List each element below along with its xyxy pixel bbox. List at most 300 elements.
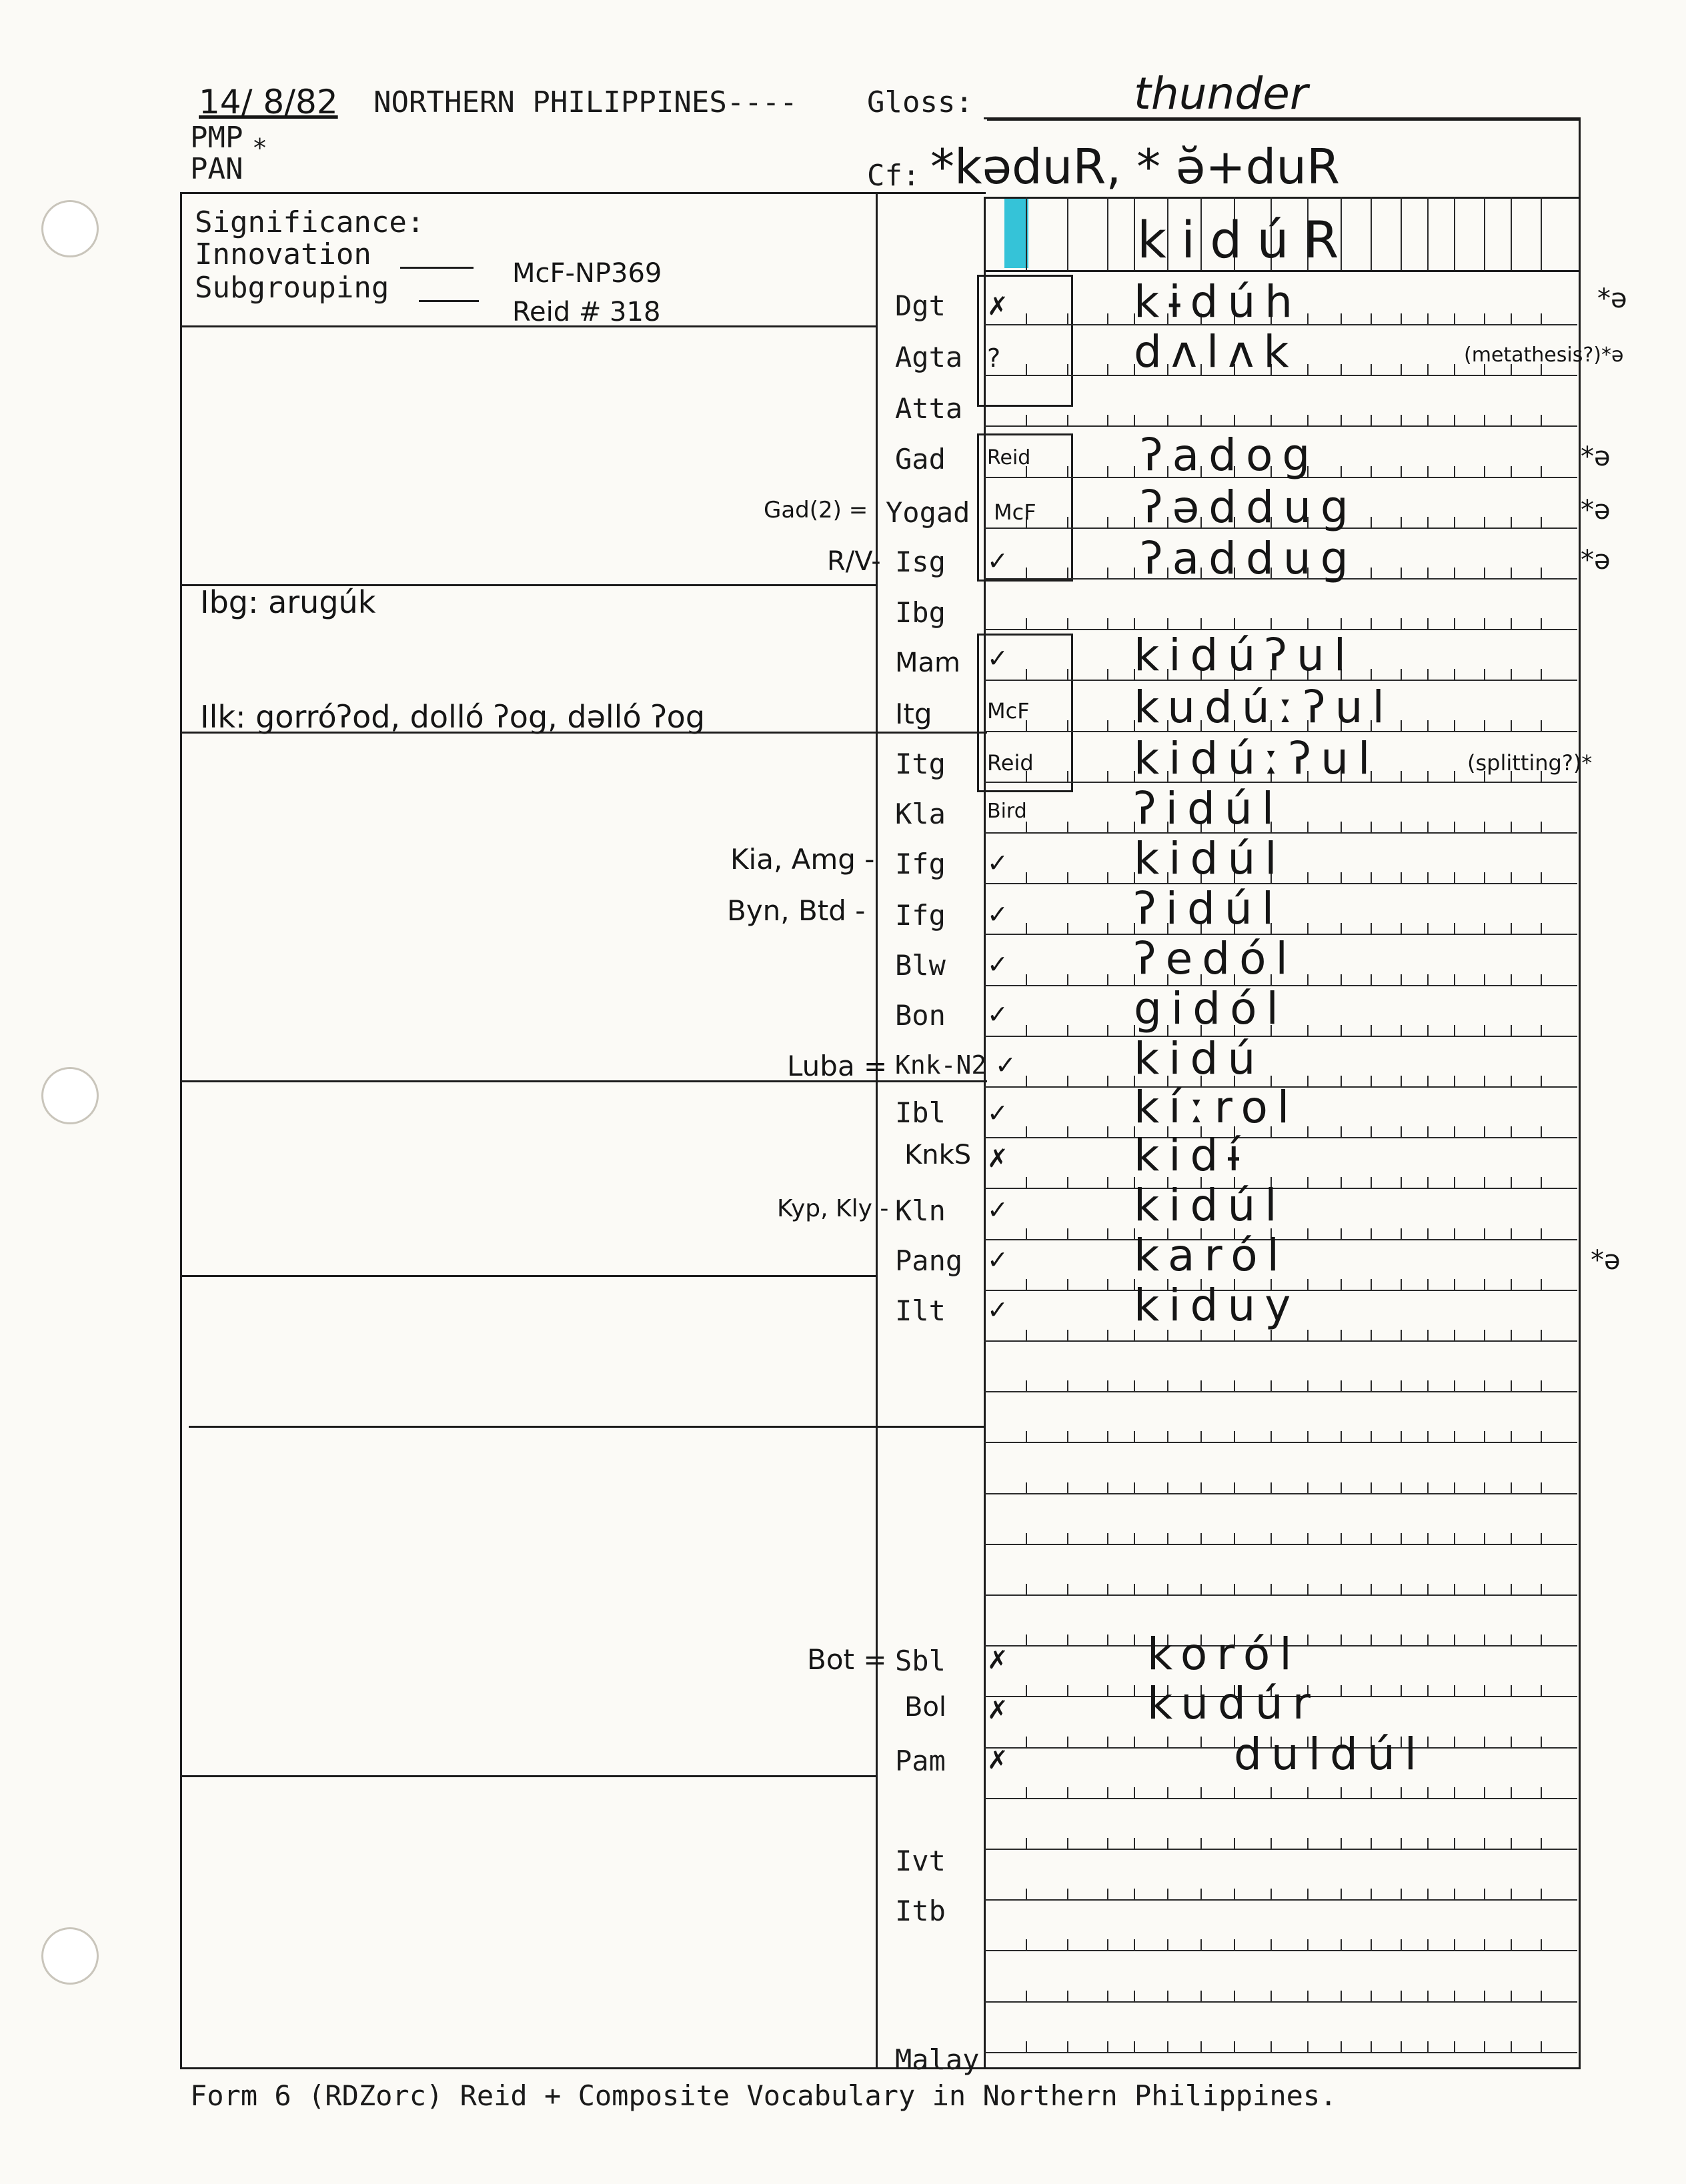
ruled-tick bbox=[1341, 1889, 1342, 1899]
ruled-tick bbox=[1067, 974, 1068, 985]
ruled-tick bbox=[1341, 923, 1342, 934]
header-cell-line bbox=[1541, 197, 1542, 270]
ruled-tick bbox=[1401, 1330, 1402, 1340]
ruled-tick bbox=[1401, 1685, 1402, 1696]
ruled-tick bbox=[1026, 1126, 1027, 1137]
ruled-tick bbox=[1200, 1787, 1202, 1798]
header-cell-line bbox=[1026, 197, 1027, 270]
header-cell-line bbox=[1401, 197, 1402, 270]
header-cell-line bbox=[1511, 197, 1512, 270]
status-mark: ✗ bbox=[987, 1645, 1008, 1675]
ruled-tick bbox=[1067, 872, 1068, 883]
ruled-tick bbox=[1200, 1939, 1202, 1950]
ruled-tick bbox=[1026, 872, 1027, 883]
ruled-tick bbox=[1371, 1838, 1372, 1849]
ruled-tick bbox=[1511, 669, 1512, 680]
reconstruction-form: kidúR bbox=[1137, 210, 1354, 269]
language-form: ʔidúl bbox=[1134, 783, 1284, 834]
ruled-tick bbox=[1541, 517, 1542, 527]
cf-label: Cf: bbox=[867, 159, 920, 193]
ruled-tick bbox=[1484, 974, 1485, 985]
ruled-tick bbox=[1484, 872, 1485, 883]
ruled-tick bbox=[1371, 1177, 1372, 1188]
ruled-tick bbox=[1454, 618, 1455, 629]
ruled-tick bbox=[1026, 364, 1027, 375]
frame-left-top bbox=[180, 192, 986, 194]
ruled-tick bbox=[1371, 1279, 1372, 1290]
ruled-tick bbox=[1067, 1787, 1068, 1798]
ruled-tick bbox=[1454, 568, 1455, 578]
language-label: Ifg bbox=[895, 848, 946, 880]
ruled-tick bbox=[1541, 1228, 1542, 1239]
ruled-tick bbox=[1307, 822, 1309, 832]
ruled-tick bbox=[1401, 1126, 1402, 1137]
ruled-tick bbox=[1511, 1126, 1512, 1137]
ruled-tick bbox=[1511, 1787, 1512, 1798]
ruled-tick bbox=[1511, 2041, 1512, 2052]
ruled-tick bbox=[1341, 2041, 1342, 2052]
ruled-tick bbox=[1234, 415, 1235, 425]
pmp-asterisk: * bbox=[252, 133, 267, 163]
ruled-tick bbox=[1307, 1889, 1309, 1899]
binder-hole-top bbox=[41, 200, 99, 257]
section-divider bbox=[180, 1775, 876, 1777]
ruled-tick bbox=[1234, 2041, 1235, 2052]
ruled-tick bbox=[1484, 1533, 1485, 1544]
status-mark: Bird bbox=[987, 800, 1027, 823]
ruled-tick bbox=[1341, 822, 1342, 832]
ruled-tick bbox=[1401, 466, 1402, 477]
ruled-tick bbox=[1307, 1482, 1309, 1493]
ruled-tick bbox=[1401, 1991, 1402, 2001]
ruled-tick bbox=[1271, 1787, 1272, 1798]
ruled-tick bbox=[1067, 720, 1068, 731]
ruled-tick bbox=[1541, 923, 1542, 934]
gloss-value: thunder bbox=[1134, 68, 1309, 119]
status-mark: ? bbox=[987, 343, 1001, 373]
ruled-tick bbox=[1107, 1482, 1108, 1493]
ruled-tick bbox=[1200, 1889, 1202, 1899]
ruled-tick bbox=[1541, 1076, 1542, 1086]
ruled-tick bbox=[1067, 1533, 1068, 1544]
ruled-tick bbox=[1307, 1330, 1309, 1340]
ruled-tick bbox=[1454, 1838, 1455, 1849]
ruled-tick bbox=[1107, 1177, 1108, 1188]
ruled-tick bbox=[1371, 1939, 1372, 1950]
ruled-tick bbox=[1454, 974, 1455, 985]
ruled-tick bbox=[1067, 1177, 1068, 1188]
ruled-tick bbox=[1307, 415, 1309, 425]
ruled-tick bbox=[1454, 1584, 1455, 1594]
ruled-tick bbox=[1107, 1431, 1108, 1442]
ruled-tick bbox=[1511, 1076, 1512, 1086]
ruled-tick bbox=[1067, 517, 1068, 527]
ruled-tick bbox=[1371, 1126, 1372, 1137]
ruled-tick bbox=[1200, 618, 1202, 629]
ruled-tick bbox=[1026, 1025, 1027, 1036]
ruled-tick bbox=[1271, 618, 1272, 629]
ruled-tick bbox=[1427, 313, 1429, 324]
ruled-tick bbox=[1371, 1330, 1372, 1340]
ruled-tick bbox=[1134, 1584, 1135, 1594]
pmp-label: PMP bbox=[190, 121, 243, 155]
ruled-tick bbox=[1427, 1330, 1429, 1340]
language-label: Kla bbox=[895, 798, 946, 830]
ruled-tick bbox=[1026, 313, 1027, 324]
language-label: Isg bbox=[895, 545, 946, 578]
ruled-tick bbox=[1067, 1737, 1068, 1747]
ruled-tick bbox=[1484, 720, 1485, 731]
ruled-tick bbox=[1067, 415, 1068, 425]
ruled-tick bbox=[1427, 1380, 1429, 1391]
ruled-tick bbox=[1107, 1838, 1108, 1849]
ruled-tick bbox=[1026, 1787, 1027, 1798]
header-cell-line bbox=[1134, 197, 1135, 270]
ruled-tick bbox=[1341, 1482, 1342, 1493]
status-mark: ✗ bbox=[987, 1695, 1008, 1725]
ruled-tick bbox=[1484, 568, 1485, 578]
ruled-tick bbox=[1541, 1533, 1542, 1544]
ruled-tick bbox=[1484, 313, 1485, 324]
ruled-tick bbox=[1454, 669, 1455, 680]
ruled-tick bbox=[1484, 1889, 1485, 1899]
note-mark: (splitting?)* bbox=[1467, 750, 1593, 776]
ruled-tick bbox=[1107, 1939, 1108, 1950]
ruled-line bbox=[984, 1544, 1577, 1545]
ruled-tick bbox=[1484, 517, 1485, 527]
ruled-tick bbox=[1341, 1279, 1342, 1290]
ruled-tick bbox=[1427, 771, 1429, 782]
ruled-tick bbox=[1271, 2041, 1272, 2052]
ruled-tick bbox=[1427, 669, 1429, 680]
status-mark: ✓ bbox=[987, 1098, 1008, 1128]
ruled-tick bbox=[1341, 1634, 1342, 1645]
ruled-tick bbox=[1541, 822, 1542, 832]
header-cell-line bbox=[1067, 197, 1068, 270]
status-mark: ✓ bbox=[987, 1295, 1008, 1324]
ruled-tick bbox=[1107, 669, 1108, 680]
ruled-tick bbox=[1454, 2041, 1455, 2052]
ruled-tick bbox=[1511, 1431, 1512, 1442]
ruled-tick bbox=[1401, 720, 1402, 731]
ruled-tick bbox=[1341, 1787, 1342, 1798]
ruled-tick bbox=[1234, 1939, 1235, 1950]
ruled-tick bbox=[1107, 1380, 1108, 1391]
ruled-line bbox=[984, 1036, 1577, 1037]
innovation-label: Innovation bbox=[195, 237, 371, 271]
ruled-tick bbox=[1371, 1431, 1372, 1442]
ruled-tick bbox=[1427, 1177, 1429, 1188]
ruled-tick bbox=[1454, 1533, 1455, 1544]
ruled-tick bbox=[1454, 771, 1455, 782]
ruled-tick bbox=[1107, 1584, 1108, 1594]
binder-hole-middle bbox=[41, 1067, 99, 1124]
ruled-tick bbox=[1454, 923, 1455, 934]
ruled-tick bbox=[1401, 872, 1402, 883]
ruled-tick bbox=[1167, 1991, 1168, 2001]
language-label: Pang bbox=[895, 1244, 963, 1277]
ruled-tick bbox=[1107, 1787, 1108, 1798]
ruled-tick bbox=[1271, 1330, 1272, 1340]
ruled-tick bbox=[1541, 1634, 1542, 1645]
ruled-tick bbox=[1026, 568, 1027, 578]
language-form: kudúːʔul bbox=[1134, 682, 1394, 733]
language-label: Gad bbox=[895, 443, 946, 475]
ruled-tick bbox=[1371, 313, 1372, 324]
ruled-tick bbox=[1427, 1533, 1429, 1544]
cf-value: *kəduR, * ə̆+duR bbox=[930, 139, 1341, 195]
ruled-tick bbox=[1234, 1991, 1235, 2001]
ruled-tick bbox=[1454, 313, 1455, 324]
ruled-tick bbox=[1484, 466, 1485, 477]
ruled-tick bbox=[1307, 313, 1309, 324]
ruled-tick bbox=[1541, 1991, 1542, 2001]
ruled-tick bbox=[1107, 415, 1108, 425]
ruled-tick bbox=[1401, 1838, 1402, 1849]
ruled-tick bbox=[1454, 466, 1455, 477]
ruled-tick bbox=[1401, 923, 1402, 934]
ruled-tick bbox=[1511, 720, 1512, 731]
ruled-tick bbox=[1371, 364, 1372, 375]
ruled-tick bbox=[1511, 1737, 1512, 1747]
ruled-tick bbox=[1026, 618, 1027, 629]
ruled-tick bbox=[1307, 1787, 1309, 1798]
ruled-tick bbox=[1511, 1025, 1512, 1036]
ruled-tick bbox=[1134, 466, 1135, 477]
form-footer: Form 6 (RDZorc) Reid + Composite Vocabulary in Northern Philippines. bbox=[190, 2079, 1337, 2112]
ruled-tick bbox=[1167, 1584, 1168, 1594]
ruled-tick bbox=[1541, 1685, 1542, 1696]
ruled-tick bbox=[1341, 1584, 1342, 1594]
ruled-tick bbox=[1067, 1939, 1068, 1950]
status-mark: Reid bbox=[987, 750, 1034, 776]
ruled-tick bbox=[1107, 1279, 1108, 1290]
ruled-tick bbox=[1401, 1482, 1402, 1493]
language-form: dʌlʌk bbox=[1134, 326, 1299, 377]
frame-bottom bbox=[180, 2067, 1581, 2069]
ruled-tick bbox=[1401, 1584, 1402, 1594]
ruled-tick bbox=[1307, 1279, 1309, 1290]
ruled-tick bbox=[1401, 517, 1402, 527]
ruled-tick bbox=[1134, 1330, 1135, 1340]
ruled-tick bbox=[1541, 1279, 1542, 1290]
language-form: gidól bbox=[1134, 983, 1288, 1034]
ruled-tick bbox=[1341, 1025, 1342, 1036]
ruled-tick bbox=[1541, 1177, 1542, 1188]
ruled-tick bbox=[1401, 1939, 1402, 1950]
ruled-tick bbox=[1401, 1380, 1402, 1391]
status-mark: ✓ bbox=[987, 546, 1008, 576]
alias-prefix: R/V- bbox=[827, 546, 881, 577]
ruled-tick bbox=[1511, 822, 1512, 832]
ruled-tick bbox=[1454, 872, 1455, 883]
ruled-tick bbox=[1341, 415, 1342, 425]
ruled-tick bbox=[1307, 1431, 1309, 1442]
status-mark: ✗ bbox=[987, 1144, 1008, 1173]
ruled-tick bbox=[1371, 1025, 1372, 1036]
ruled-tick bbox=[1484, 1279, 1485, 1290]
ruled-line bbox=[984, 1442, 1577, 1443]
ruled-tick bbox=[1167, 2041, 1168, 2052]
ruled-tick bbox=[1341, 364, 1342, 375]
ruled-tick bbox=[1134, 1431, 1135, 1442]
ruled-tick bbox=[1067, 618, 1068, 629]
language-label: Agta bbox=[895, 341, 963, 373]
ruled-tick bbox=[1427, 1025, 1429, 1036]
ruled-tick bbox=[1427, 1889, 1429, 1899]
ruled-tick bbox=[1107, 313, 1108, 324]
alias-prefix: Kia, Amg - bbox=[730, 843, 875, 876]
language-form: duldúl bbox=[1234, 1729, 1427, 1780]
alias-prefix: Byn, Btd - bbox=[727, 894, 866, 927]
ruled-tick bbox=[1427, 923, 1429, 934]
ruled-tick bbox=[1454, 720, 1455, 731]
ruled-tick bbox=[1484, 1787, 1485, 1798]
ruled-tick bbox=[1134, 568, 1135, 578]
ruled-tick bbox=[1026, 1737, 1027, 1747]
ruled-tick bbox=[1454, 1939, 1455, 1950]
ruled-tick bbox=[1107, 974, 1108, 985]
ruled-tick bbox=[1167, 618, 1168, 629]
ruled-tick bbox=[1371, 1787, 1372, 1798]
ruled-tick bbox=[1427, 720, 1429, 731]
binder-hole-bottom bbox=[41, 1927, 99, 1985]
language-label: Yogad bbox=[886, 496, 970, 529]
ruled-tick bbox=[1167, 1889, 1168, 1899]
ruled-tick bbox=[1026, 1380, 1027, 1391]
ruled-tick bbox=[1427, 872, 1429, 883]
ruled-tick bbox=[1234, 1787, 1235, 1798]
alias-prefix: Kyp, Kly - bbox=[777, 1195, 889, 1222]
ruled-tick bbox=[1427, 1634, 1429, 1645]
ruled-tick bbox=[1067, 1330, 1068, 1340]
ruled-tick bbox=[1067, 771, 1068, 782]
ruled-tick bbox=[1107, 1685, 1108, 1696]
language-form: kíːrol bbox=[1134, 1082, 1299, 1133]
ruled-tick bbox=[1134, 1533, 1135, 1544]
ruled-tick bbox=[1427, 1228, 1429, 1239]
ruled-tick bbox=[1341, 1380, 1342, 1391]
ruled-tick bbox=[1067, 313, 1068, 324]
ruled-tick bbox=[1134, 2041, 1135, 2052]
ruled-tick bbox=[1271, 1939, 1272, 1950]
ruled-tick bbox=[1271, 1482, 1272, 1493]
alias-prefix: Bot = bbox=[807, 1643, 887, 1676]
ruled-tick bbox=[1107, 822, 1108, 832]
ruled-tick bbox=[1401, 1025, 1402, 1036]
language-label: Bol bbox=[904, 1692, 947, 1723]
ruled-tick bbox=[1234, 1889, 1235, 1899]
ruled-tick bbox=[1271, 1991, 1272, 2001]
language-form: koról bbox=[1147, 1628, 1301, 1680]
ruled-tick bbox=[1541, 1584, 1542, 1594]
ruled-tick bbox=[1511, 1634, 1512, 1645]
status-mark: McF bbox=[994, 499, 1036, 525]
ruled-tick bbox=[1541, 2041, 1542, 2052]
status-mark: ✓ bbox=[987, 1000, 1008, 1029]
ruled-tick bbox=[1454, 1177, 1455, 1188]
highlight-marker bbox=[1004, 199, 1028, 268]
ruled-tick bbox=[1067, 1431, 1068, 1442]
ruled-tick bbox=[1067, 1482, 1068, 1493]
ruled-tick bbox=[1271, 1838, 1272, 1849]
ruled-tick bbox=[1401, 1889, 1402, 1899]
frame-top-right bbox=[984, 117, 1581, 119]
ruled-tick bbox=[1271, 415, 1272, 425]
ruled-tick bbox=[1454, 1076, 1455, 1086]
ruled-line bbox=[984, 2052, 1577, 2053]
ruled-tick bbox=[1541, 1787, 1542, 1798]
ruled-tick bbox=[1341, 1177, 1342, 1188]
ruled-line bbox=[984, 1391, 1577, 1392]
ruled-tick bbox=[1427, 1076, 1429, 1086]
language-label: Sbl bbox=[895, 1645, 946, 1677]
ruled-tick bbox=[1401, 1228, 1402, 1239]
ruled-tick bbox=[1341, 1685, 1342, 1696]
language-label: Atta bbox=[895, 392, 963, 425]
language-form: kidúl bbox=[1134, 833, 1287, 884]
ruled-tick bbox=[1371, 1991, 1372, 2001]
ruled-tick bbox=[1454, 1380, 1455, 1391]
ruled-tick bbox=[1427, 822, 1429, 832]
ruled-tick bbox=[1427, 1685, 1429, 1696]
ruled-tick bbox=[1067, 1025, 1068, 1036]
ruled-tick bbox=[1026, 1330, 1027, 1340]
ruled-tick bbox=[1307, 1228, 1309, 1239]
ruled-tick bbox=[1107, 1533, 1108, 1544]
ruled-tick bbox=[1541, 1025, 1542, 1036]
subgrouping-blank bbox=[419, 300, 479, 302]
ruled-tick bbox=[1107, 923, 1108, 934]
status-mark: McF bbox=[987, 698, 1030, 724]
ruled-tick bbox=[1484, 1482, 1485, 1493]
ruled-tick bbox=[1134, 1787, 1135, 1798]
ruled-tick bbox=[1454, 822, 1455, 832]
language-label: Ibg bbox=[895, 596, 946, 629]
ruled-tick bbox=[1307, 974, 1309, 985]
ruled-line bbox=[984, 1849, 1577, 1850]
ruled-tick bbox=[1511, 1939, 1512, 1950]
ruled-tick bbox=[1307, 1177, 1309, 1188]
ruled-tick bbox=[1371, 618, 1372, 629]
ruled-tick bbox=[1401, 1076, 1402, 1086]
language-form: kidúl bbox=[1134, 1180, 1287, 1231]
ruled-tick bbox=[1541, 872, 1542, 883]
ruled-tick bbox=[1307, 1126, 1309, 1137]
ruled-tick bbox=[1026, 1177, 1027, 1188]
ruled-tick bbox=[1484, 1177, 1485, 1188]
ruled-tick bbox=[1484, 923, 1485, 934]
ruled-line bbox=[984, 1137, 1577, 1138]
ruled-tick bbox=[1484, 1737, 1485, 1747]
ruled-tick bbox=[1454, 1787, 1455, 1798]
ruled-tick bbox=[1200, 1330, 1202, 1340]
ruled-tick bbox=[1511, 1228, 1512, 1239]
ruled-tick bbox=[1371, 872, 1372, 883]
ruled-tick bbox=[1200, 1380, 1202, 1391]
ruled-tick bbox=[1341, 1939, 1342, 1950]
ruled-tick bbox=[1541, 974, 1542, 985]
label-column-divider bbox=[876, 192, 878, 2069]
language-label: Pam bbox=[895, 1745, 946, 1777]
note-ibg: Ibg: arugúk bbox=[200, 584, 376, 620]
ruled-tick bbox=[1167, 1330, 1168, 1340]
ruled-tick bbox=[1067, 1380, 1068, 1391]
ruled-tick bbox=[1234, 1533, 1235, 1544]
ruled-tick bbox=[1026, 923, 1027, 934]
language-form: kidúːʔul bbox=[1134, 733, 1380, 784]
ruled-tick bbox=[1454, 1634, 1455, 1645]
